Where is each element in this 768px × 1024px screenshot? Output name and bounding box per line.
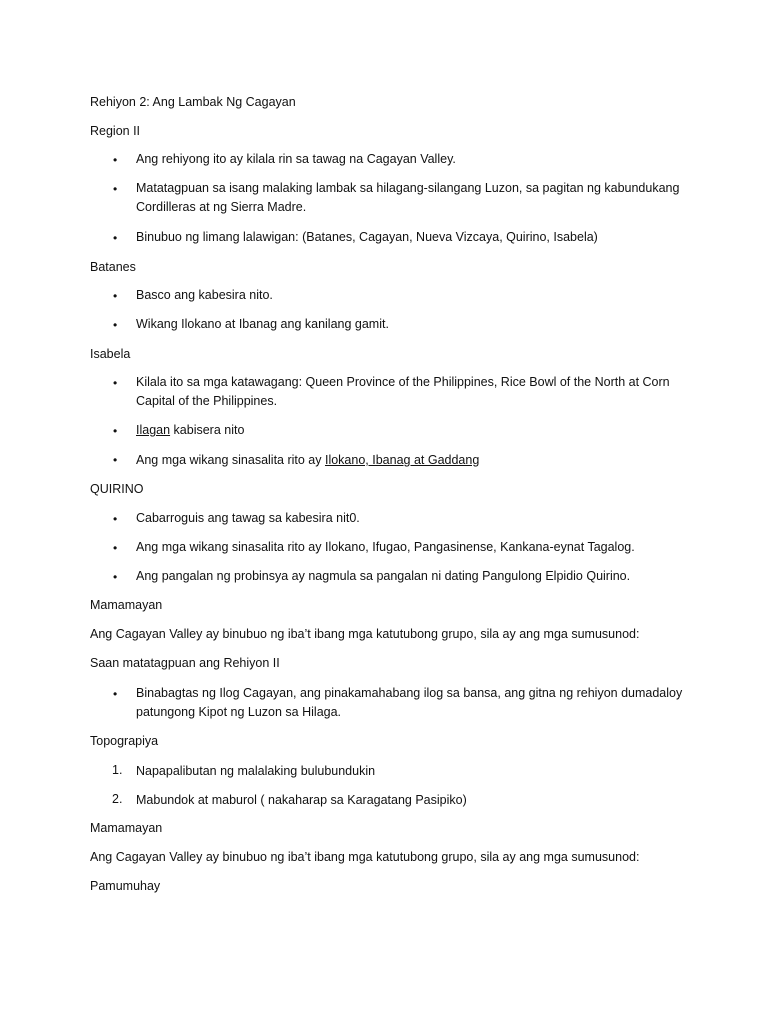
document-title: Rehiyon 2: Ang Lambak Ng Cagayan: [90, 95, 296, 109]
quirino-bullet-1: Cabarroguis ang tawag sa kabesira nit0.: [136, 511, 360, 525]
batanes-bullet-1: Basco ang kabesira nito.: [136, 288, 273, 302]
intro-bullet-1: Ang rehiyong ito ay kilala rin sa tawag na Cagayan Valley.: [136, 152, 456, 166]
list-number: 1.: [112, 763, 123, 777]
mamamayan-text: Ang Cagayan Valley ay binubuo ng iba’t ibang mga katutubong grupo, sila ay ang mga sumusunod:: [90, 627, 640, 641]
bullet-marker: •: [113, 182, 118, 196]
quirino-bullet-3: Ang pangalan ng probinsya ay nagmula sa pangalan ni dating Pangulong Elpidio Quirino.: [136, 569, 631, 583]
bullet-marker: •: [113, 153, 118, 167]
intro-bullet-2: Matatagpuan sa isang malaking lambak sa hilagang-silangang Luzon, sa pagitan ng kabundukang Cordilleras at ng Sierra Madre.: [136, 181, 680, 214]
quirino-bullet-2: Ang mga wikang sinasalita rito ay Ilokano, Ifugao, Pangasinense, Kankana-eynat Tagalog.: [136, 540, 635, 554]
isabela-heading: Isabela: [90, 347, 131, 361]
topograpiya-item-1: Napapalibutan ng malalaking bulubundukin: [136, 764, 376, 778]
bullet-marker: •: [113, 231, 118, 245]
bullet-marker: •: [113, 289, 118, 303]
ilagan-link[interactable]: Ilagan: [136, 423, 171, 437]
batanes-heading: Batanes: [90, 260, 136, 274]
mamamayan-heading: Mamamayan: [90, 598, 163, 612]
topograpiya-item-2: Mabundok at maburol ( nakaharap sa Karagatang Pasipiko): [136, 793, 467, 807]
isabela-bullet-3: [136, 451, 696, 470]
list-number: 2.: [112, 792, 123, 806]
languages-link[interactable]: Ilokano, Ibanag at Gaddang: [324, 453, 480, 467]
isabela-bullet-3-text: Ang mga wikang sinasalita rito ay: [136, 453, 325, 467]
bullet-marker: •: [113, 453, 118, 467]
region-heading: Region II: [90, 124, 141, 138]
batanes-bullet-2: Wikang Ilokano at Ibanag ang kanilang gamit.: [136, 317, 389, 331]
bullet-marker: •: [113, 512, 118, 526]
bullet-marker: •: [113, 687, 118, 701]
mamamayan-heading-2: Mamamayan: [90, 821, 163, 835]
intro-bullet-3: Binubuo ng limang lalawigan: (Batanes, Cagayan, Nueva Vizcaya, Quirino, Isabela): [136, 230, 598, 244]
pamumuhay-heading: Pamumuhay: [90, 879, 161, 893]
mamamayan-text-2: Ang Cagayan Valley ay binubuo ng iba’t ibang mga katutubong grupo, sila ay ang mga sumusunod:: [90, 850, 640, 864]
isabela-bullet-2: [136, 421, 696, 440]
bullet-marker: •: [113, 570, 118, 584]
bullet-marker: •: [113, 376, 118, 390]
topograpiya-heading: Topograpiya: [90, 734, 159, 748]
isabela-bullet-2-text: kabisera nito: [170, 423, 245, 437]
bullet-marker: •: [113, 541, 118, 555]
saan-bullet-1: Binabagtas ng Ilog Cagayan, ang pinakamahabang ilog sa bansa, ang gitna ng rehiyon dumadaloy patungong Kipot ng Luzon sa Hilaga.: [136, 686, 683, 719]
saan-heading: Saan matatagpuan ang Rehiyon II: [90, 656, 280, 670]
isabela-bullet-1: Kilala ito sa mga katawagang: Queen Province of the Philippines, Rice Bowl of the North at Corn Capital of the Philippines.: [136, 375, 670, 408]
quirino-heading: QUIRINO: [90, 482, 144, 496]
bullet-marker: •: [113, 424, 118, 438]
bullet-marker: •: [113, 318, 118, 332]
